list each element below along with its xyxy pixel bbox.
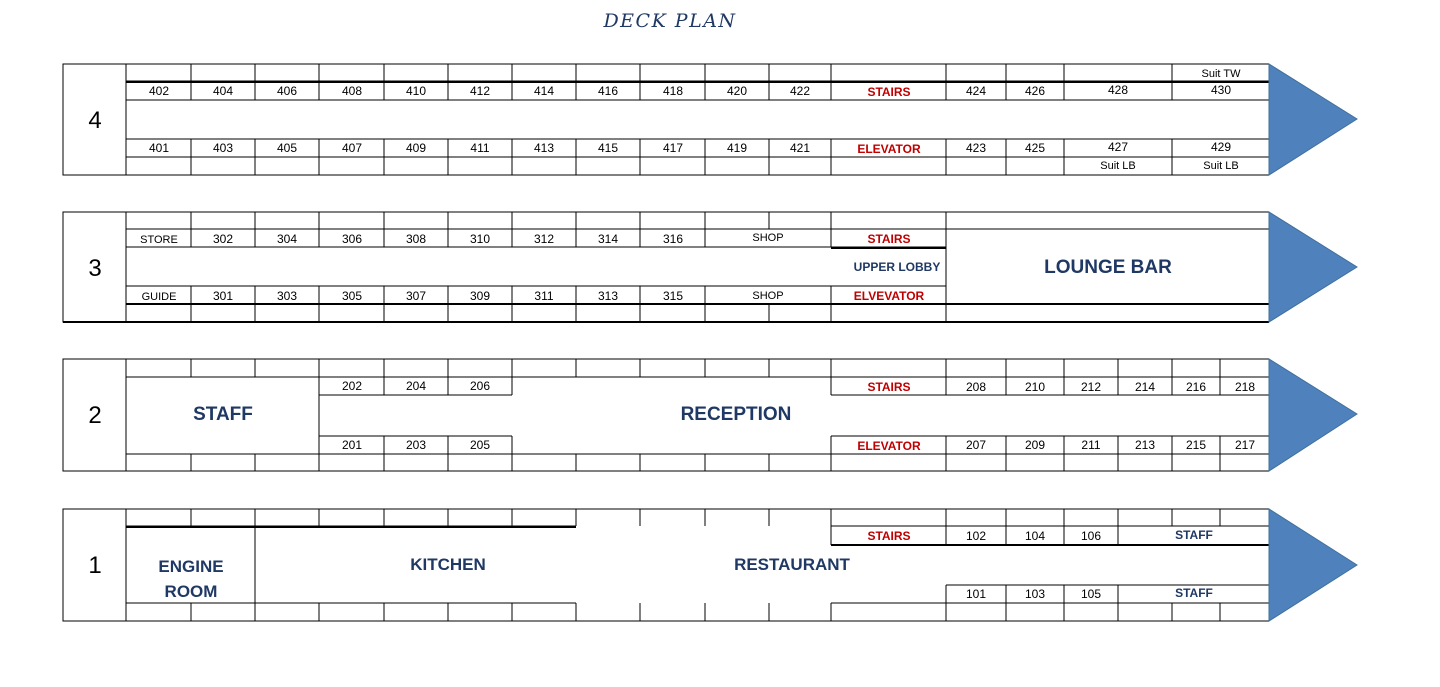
room-label: 408 [341,84,363,98]
deck-4 [63,64,1357,175]
room-label: 410 [405,84,427,98]
room-label: 421 [789,141,811,155]
room-label: 315 [662,289,684,303]
room-label: 402 [148,84,170,98]
suite-note: Suit TW [1201,68,1241,80]
room-label: 407 [341,141,363,155]
lounge-bar-label: LOUNGE BAR [1044,257,1172,278]
room-label: 310 [469,232,491,246]
elevator-label: ELVEVATOR [853,289,925,303]
room-label: 217 [1234,438,1256,452]
room-label: 411 [470,141,490,155]
deck-1-bottom-labels [966,586,1213,601]
deck-number: 1 [88,552,102,579]
room-label: 314 [597,232,619,246]
stairs-label: STAIRS [867,232,911,246]
room-label: 204 [405,379,427,393]
deck-3 [63,212,1357,322]
engine-room-label: ENGINE [158,557,224,576]
room-label: 213 [1134,438,1156,452]
room-label: 424 [965,84,987,98]
reception-label: RECEPTION [680,404,792,425]
room-label: 401 [148,141,170,155]
room-label: 422 [789,84,811,98]
shop-label: SHOP [752,232,784,244]
bow-arrow-icon [1269,509,1357,621]
deck-4-top-labels [149,83,1231,99]
room-label: 417 [662,141,684,155]
room-label: 404 [212,84,234,98]
deck-4-bottom-labels [149,140,1231,156]
room-label: 313 [597,289,619,303]
room-label: 415 [597,141,619,155]
deck-number: 4 [88,107,102,134]
deck-2 [63,359,1357,471]
room-label: 409 [405,141,427,155]
room-label: 203 [405,438,427,452]
room-label: 307 [405,289,427,303]
room-label: 202 [341,379,363,393]
room-label: 210 [1024,380,1046,394]
room-label: 301 [212,289,234,303]
room-label: 103 [1024,587,1046,601]
room-label: 212 [1080,380,1102,394]
room-label: 430 [1210,83,1232,97]
room-label: 316 [662,232,684,246]
upper-lobby-label: UPPER LOBBY [853,260,941,274]
deck-number: 2 [88,402,102,429]
room-label: 218 [1234,380,1256,394]
room-label: 311 [534,289,554,303]
room-label: 106 [1080,529,1102,543]
room-label: STORE [140,234,178,246]
room-label: 208 [965,380,987,394]
room-label: 206 [469,379,491,393]
room-label: 429 [1210,140,1232,154]
room-label: 209 [1024,438,1046,452]
bow-arrow-icon [1269,64,1357,175]
room-label: 420 [726,84,748,98]
room-label: 423 [965,141,987,155]
room-label: 207 [965,438,987,452]
room-label: 427 [1107,140,1129,154]
room-label: 412 [469,84,491,98]
room-label: 216 [1185,380,1207,394]
suite-note: Suit LB [1100,160,1136,172]
staff-label: STAFF [1175,528,1213,542]
stairs-label: STAIRS [867,85,911,99]
shop-label: SHOP [752,290,784,302]
kitchen-label: KITCHEN [410,555,486,574]
elevator-label: ELEVATOR [857,142,921,156]
bow-arrow-icon [1269,212,1357,322]
room-label: 215 [1185,438,1207,452]
room-label: 308 [405,232,427,246]
room-label: 104 [1024,529,1046,543]
deck-3-bottom-labels [142,289,925,303]
bow-arrow-icon [1269,359,1357,471]
room-label: 425 [1024,141,1046,155]
room-label: 419 [726,141,748,155]
staff-area-label: STAFF [193,404,253,425]
deck-1 [63,509,1357,621]
room-label: GUIDE [141,291,177,303]
room-label: 309 [469,289,491,303]
room-label: 205 [469,438,491,452]
room-label: 306 [341,232,363,246]
room-label: 304 [276,232,298,246]
page-title: DECK PLAN [603,10,737,32]
stairs-label: STAIRS [867,529,911,543]
room-label: 302 [212,232,234,246]
room-label: 201 [341,438,363,452]
room-label: 418 [662,84,684,98]
deck-number: 3 [88,255,102,282]
room-label: 416 [597,84,619,98]
elevator-label: ELEVATOR [857,439,921,453]
room-label: 428 [1107,83,1129,97]
room-label: 414 [533,84,555,98]
room-label: 403 [212,141,234,155]
deck-1-top-labels [867,528,1212,543]
room-label: 312 [533,232,555,246]
room-label: 211 [1081,438,1101,452]
room-label: 214 [1134,380,1156,394]
engine-room-label: ROOM [164,582,218,601]
deck-3-top-labels [140,232,910,246]
room-label: 413 [533,141,555,155]
room-label: 406 [276,84,298,98]
room-label: 102 [965,529,987,543]
staff-label: STAFF [1175,586,1213,600]
room-label: 305 [341,289,363,303]
restaurant-label: RESTAURANT [734,555,850,574]
room-label: 426 [1024,84,1046,98]
suite-note: Suit LB [1203,160,1239,172]
room-label: 405 [276,141,298,155]
room-label: 105 [1080,587,1102,601]
room-label: 303 [276,289,298,303]
stairs-label: STAIRS [867,380,911,394]
room-label: 101 [965,587,987,601]
